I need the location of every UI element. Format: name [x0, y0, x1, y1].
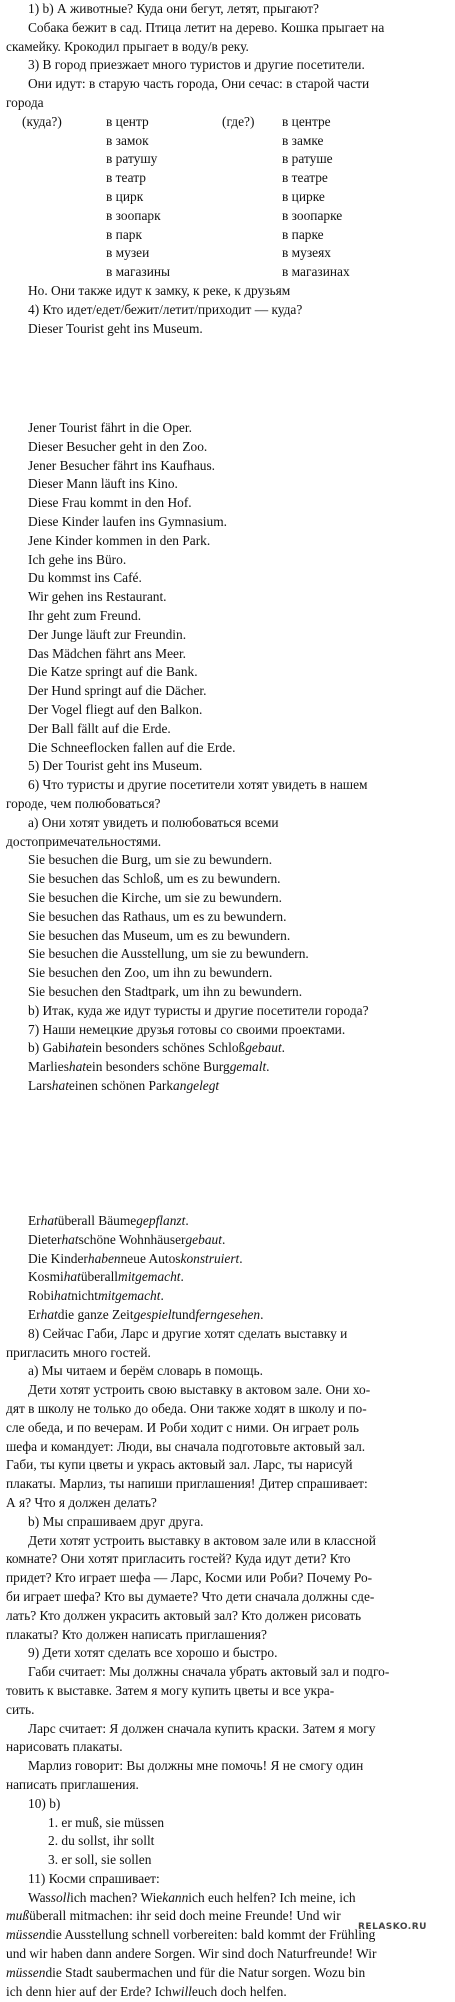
table-cell: в ратушу	[106, 151, 158, 167]
text-line	[0, 1890, 455, 1909]
sentence: Die Katze springt auf die Bank.	[28, 664, 198, 680]
text-line: достопримечательностями.	[6, 833, 162, 849]
text: überall mitmachen: ihr seid doch meine Freunde! Und wir	[29, 1908, 341, 1924]
sentence: Wir gehen ins Restaurant.	[28, 589, 167, 605]
text: Dieter	[28, 1231, 62, 1247]
text-line: Собака бежит в сад. Птица летит на дерево. Кошка прыгает на	[28, 19, 385, 35]
participle: gebaut	[245, 1040, 282, 1056]
table-head-where: (где?)	[222, 113, 255, 129]
text-line	[0, 1984, 455, 2002]
sentence: Sie besuchen den Zoo, um ihn zu bewundern.	[28, 965, 273, 981]
text: ein besonders schönes Schloß	[85, 1040, 246, 1056]
text: ich machen? Wie	[70, 1889, 163, 1905]
table-row	[0, 114, 455, 133]
list-item: 3. er soll, sie sollen	[48, 1852, 152, 1868]
table-cell: в ратуше	[282, 151, 333, 167]
table-cell: в цирке	[282, 188, 325, 204]
aux-verb: hat	[40, 1306, 58, 1322]
list-item: 1. er muß, sie müssen	[48, 1814, 165, 1830]
modal-verb: müssen	[6, 1964, 46, 1980]
table-cell: в цирк	[106, 188, 144, 204]
text: b) Gabi	[28, 1040, 69, 1056]
text-line: а) Мы читаем и берём словарь в помощь.	[28, 1363, 263, 1379]
sentence	[0, 1040, 455, 1059]
participle: ferngesehen	[195, 1306, 261, 1322]
sentence: Jener Tourist fährt in die Oper.	[28, 420, 192, 435]
table-row	[0, 227, 455, 246]
sentence: Sie besuchen die Burg, um sie zu bewundern.	[28, 852, 273, 868]
modal-verb: will	[171, 1983, 192, 1999]
sentence: Der Vogel fliegt auf den Balkon.	[28, 701, 203, 717]
sentence	[0, 1232, 455, 1251]
sentence: Dieser Mann läuft ins Kino.	[28, 476, 178, 492]
participle: konstruiert	[180, 1250, 240, 1266]
text: Er	[28, 1213, 41, 1228]
table-cell: в парк	[106, 226, 142, 242]
sentence: Sie besuchen das Museum, um es zu bewundern.	[28, 927, 291, 943]
text: die Ausstellung schnell vorbereiten: bald kommt der Frühling	[45, 1927, 376, 1943]
participle: mitgemacht	[97, 1288, 161, 1304]
text: einen schönen Park	[68, 1077, 174, 1093]
modal-verb: kann	[162, 1889, 189, 1905]
list-item: 2. du sollst, ihr sollt	[48, 1833, 155, 1849]
table-row	[0, 133, 455, 152]
sentence: Jene Kinder kommen in den Park.	[28, 532, 211, 548]
sentence: Diese Kinder laufen ins Gymnasium.	[28, 513, 227, 529]
watermark-logo: RELASKO.RU	[358, 1922, 427, 1932]
text-line: города	[6, 94, 44, 110]
text-line: городе, чем полюбоваться?	[6, 795, 161, 811]
text-line: комнате? Они хотят пригласить гостей? Куда идут дети? Кто	[6, 1551, 351, 1567]
text: überall Bäume	[57, 1213, 137, 1228]
text-line: Ларс считает: Я должен сначала купить краски. Затем я могу	[28, 1720, 376, 1736]
text-line: пригласить много гостей.	[6, 1344, 151, 1360]
table-row	[0, 264, 455, 283]
text: Kosmi	[28, 1269, 64, 1285]
text-line: 3) В город приезжает много туристов и другие посетители.	[28, 57, 365, 73]
text-line: плакаты. Марлиз, ты напиши приглашения! Дитер спрашивает:	[6, 1476, 368, 1492]
text: .	[185, 1213, 189, 1228]
text: .	[221, 1231, 226, 1247]
table-cell: в театре	[282, 170, 328, 186]
modal-verb: soll	[50, 1889, 71, 1905]
text-line: b) Мы спрашиваем друг друга.	[28, 1513, 204, 1529]
sentence: Sie besuchen den Stadtpark, um ihn zu bewundern.	[28, 983, 303, 999]
text-line: придет? Кто играет шефа — Ларс, Косми или Роби? Почему Ро-	[6, 1570, 373, 1586]
text-line: би играет шефа? Кто вы думаете? Что дети сначала должны сде-	[6, 1588, 375, 1604]
text-line: А я? Что я должен делать?	[6, 1494, 157, 1510]
table-cell: в магазинах	[282, 264, 350, 280]
table-row	[0, 208, 455, 227]
text-line: шефа и командует: Люди, вы сначала подготовьте актовый зал.	[6, 1438, 366, 1454]
aux-verb: hat	[51, 1077, 69, 1093]
text-line: 4) Кто идет/едет/бежит/летит/приходит — куда?	[28, 301, 303, 317]
text-line: 1) b) А животные? Куда они бегут, летят, прыгают?	[28, 1, 319, 16]
aux-verb: hat	[63, 1269, 81, 1285]
text-line: скамейку. Крокодил прыгает в воду/в реку.	[6, 38, 249, 54]
table-row	[0, 170, 455, 189]
table-cell: в музеи	[106, 245, 150, 261]
text-line: 9) Дети хотят сделать все хорошо и быстро.	[28, 1645, 278, 1661]
table-row	[0, 245, 455, 264]
text: und	[175, 1306, 196, 1322]
sentence: Ihr geht zum Freund.	[28, 607, 142, 623]
text-line: Dieser Tourist geht ins Museum.	[28, 320, 203, 336]
perfect-sentences	[0, 1213, 455, 2002]
text-line: 7) Наши немецкие друзья готовы со своими проектами.	[28, 1021, 346, 1037]
text-line: а) Они хотят увидеть и полюбоваться всеми	[28, 814, 279, 830]
text-line: нарисовать плакаты.	[6, 1739, 123, 1755]
text: nicht	[71, 1288, 98, 1304]
sentence: Sie besuchen die Kirche, um sie zu bewundern.	[28, 889, 282, 905]
sentence: Der Hund springt auf die Dächer.	[28, 683, 207, 699]
text: die ganze Zeit	[57, 1306, 134, 1322]
table-row	[0, 189, 455, 208]
sentence	[0, 1269, 455, 1288]
table-cell: в центр	[106, 113, 149, 129]
text-line: b) Итак, куда же идут туристы и другие посетители города?	[28, 1002, 369, 1018]
participle: gepflanzt	[136, 1213, 186, 1228]
table-cell: в парке	[282, 226, 324, 242]
text: überall	[80, 1269, 119, 1285]
text-line	[0, 1965, 455, 1984]
aux-verb: haben	[87, 1250, 121, 1266]
participle: angelegt	[173, 1077, 220, 1093]
text: euch doch helfen.	[191, 1983, 287, 1999]
text: Was	[28, 1889, 51, 1905]
participle: gebaut	[185, 1231, 222, 1247]
text-line: Дети хотят устроить свою выставку в актовом зале. Они хо-	[28, 1382, 371, 1398]
table-cell: в магазины	[106, 264, 171, 280]
text-line: лать? Кто должен украсить актовый зал? Кто должен рисовать	[6, 1607, 362, 1623]
text: ich denn hier auf der Erde? Ich	[6, 1983, 172, 1999]
text-line: написать приглашения.	[6, 1776, 139, 1792]
text: ich euch helfen? Ich meine, ich	[188, 1889, 356, 1905]
table-head-where-to: (куда?)	[22, 113, 62, 129]
sentence: Der Ball fällt auf die Erde.	[28, 720, 171, 736]
aux-verb: hat	[68, 1059, 87, 1075]
sentence: Diese Frau kommt in den Hof.	[28, 495, 192, 511]
table-row	[0, 151, 455, 170]
sentence	[0, 1251, 455, 1270]
modal-verb: müssen	[6, 1927, 46, 1943]
german-sentences	[0, 420, 455, 1097]
text-line: Габи считает: Мы должны сначала убрать актовый зал и подго-	[28, 1664, 390, 1680]
sentence: Sie besuchen das Schloß, um es zu bewundern.	[28, 871, 281, 887]
text: die Stadt saubermachen und für die Natur sorgen. Wozu bin	[45, 1964, 366, 1980]
text-line: плакаты? Кто должен написать приглашения?	[6, 1626, 267, 1642]
aux-verb: hat	[61, 1231, 79, 1247]
table-cell: в музеях	[282, 245, 331, 261]
table-cell: в зоопарк	[106, 207, 161, 223]
table-cell: в зоопарке	[282, 207, 343, 223]
participle: mitgemacht	[118, 1269, 181, 1285]
text-line: Габи, ты купи цветы и укрась актовый зал. Ларс, ты нарисуй	[6, 1457, 353, 1473]
text-line: 6) Что туристы и другие посетители хотят увидеть в нашем	[28, 777, 368, 793]
text-line: und wir haben dann andere Sorgen. Wir sind doch Naturfreunde! Wir	[6, 1946, 377, 1962]
modal-verb: muß	[6, 1908, 30, 1924]
sentence: Dieser Besucher geht in den Zoo.	[28, 438, 208, 454]
aux-verb: hat	[54, 1288, 72, 1304]
text-line: Но. Они также идут к замку, к реке, к друзьям	[28, 282, 291, 298]
aux-verb: hat	[68, 1040, 86, 1056]
text-line: 8) Сейчас Габи, Ларс и другие хотят сделать выставку и	[28, 1325, 348, 1341]
text: .	[239, 1250, 243, 1266]
text: schöne Wohnhäuser	[78, 1231, 186, 1247]
text-line: Марлиз говорит: Вы должны мне помочь! Я не смогу один	[28, 1758, 364, 1774]
text-line: сле обеда, и по вечерам. И Роби ходит с ними. Он играет роль	[6, 1419, 359, 1435]
text-line: дят в школу не только до обеда. Они также ходят в школу и по-	[6, 1400, 367, 1416]
text: Er	[28, 1306, 41, 1322]
text: .	[266, 1059, 270, 1075]
sentence	[0, 1288, 455, 1307]
text: .	[281, 1040, 286, 1056]
text: Lars	[28, 1077, 52, 1093]
text-line: Дети хотят устроить выставку в актовом зале или в классной	[28, 1532, 376, 1548]
sentence: Ich gehe ins Büro.	[28, 551, 127, 567]
section-1	[0, 1, 455, 339]
participle: gespielt	[133, 1306, 176, 1322]
table-cell: в театр	[106, 170, 146, 186]
text-line: 10) b)	[28, 1795, 61, 1811]
sentence	[0, 1307, 455, 1326]
sentence: Jener Besucher fährt ins Kaufhaus.	[28, 457, 216, 473]
aux-verb: hat	[40, 1213, 58, 1228]
text-line: сить.	[6, 1701, 35, 1717]
sentence: Sie besuchen die Ausstellung, um sie zu bewundern.	[28, 946, 309, 962]
text: .	[160, 1288, 164, 1304]
sentence: Die Schneeflocken fallen auf die Erde.	[28, 739, 236, 755]
text: ein besonders schöne Burg	[86, 1059, 230, 1075]
sentence: 5) Der Tourist geht ins Museum.	[28, 758, 203, 774]
sentence	[0, 1213, 455, 1232]
table-cell: в центре	[282, 113, 331, 129]
text: Marlies	[28, 1059, 69, 1075]
text: .	[260, 1306, 264, 1322]
sentence	[0, 1078, 455, 1097]
participle: gemalt	[229, 1059, 267, 1075]
text: Robi	[28, 1288, 55, 1304]
text-line: Они идут: в старую часть города, Они сечас: в старой части	[28, 76, 370, 92]
sentence: Das Mädchen fährt ans Meer.	[28, 645, 187, 661]
table-cell: в замке	[282, 132, 324, 148]
sentence: Sie besuchen das Rathaus, um es zu bewundern.	[28, 908, 287, 924]
text-line: 11) Косми спрашивает:	[28, 1870, 160, 1886]
sentence	[0, 1059, 455, 1078]
text: Die Kinder	[28, 1250, 88, 1266]
text: .	[180, 1269, 184, 1285]
sentence: Du kommst ins Café.	[28, 570, 142, 586]
text: neue Autos	[120, 1250, 181, 1266]
table-cell: в замок	[106, 132, 149, 148]
text-line: товить к выставке. Затем я могу купить цветы и все укра-	[6, 1682, 335, 1698]
sentence: Der Junge läuft zur Freundin.	[28, 626, 187, 642]
